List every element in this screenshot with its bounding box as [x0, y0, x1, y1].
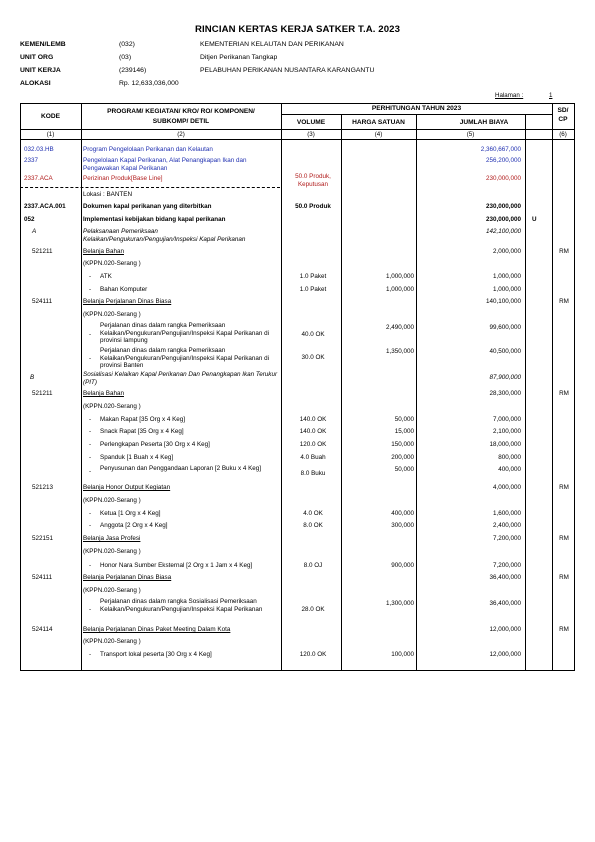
row-desc: Belanja Bahan [83, 390, 124, 397]
row-code: 2337 [24, 157, 39, 164]
col-cp: CP [558, 116, 568, 123]
row-jumlah: 2,100,000 [492, 428, 521, 435]
row-jumlah: 230,000,000 [485, 216, 521, 223]
row-desc: ATK [100, 273, 112, 280]
row-volume: 8.0 Buku [300, 470, 326, 477]
row-jumlah: 230,000,000 [485, 175, 521, 182]
row-code: 524111 [32, 298, 53, 305]
row-desc: Perjalanan dinas dalam rangka Pemeriksaan Kelaikan/Pengukuran/Pengujian/Inspeksi Kapal Perikanan di provinsi Banten [100, 347, 270, 370]
row-sd: RM [559, 535, 569, 542]
document-title: RINCIAN KERTAS KERJA SATKER T.A. 2023 [194, 24, 401, 35]
col-perhitungan: PERHITUNGAN TAHUN 2023 [371, 105, 462, 112]
row-jumlah: 2,360,667,000 [480, 146, 521, 153]
row-sd: RM [559, 248, 569, 255]
row-jumlah: 36,400,000 [489, 574, 521, 581]
row-sd: RM [559, 390, 569, 397]
row-code: 521211 [32, 390, 53, 397]
row-volume: 50.0 Produk, Keputusan [295, 173, 331, 188]
row-kppn: (KPPN.020-Serang ) [83, 403, 141, 410]
row-volume: 1.0 Paket [299, 273, 327, 280]
row-harga: 100,000 [391, 651, 414, 658]
row-jumlah: 256,200,000 [485, 157, 521, 164]
row-volume: 28.0 OK [301, 606, 325, 613]
row-desc: Spanduk [1 Buah x 4 Keg] [100, 454, 174, 461]
row-jumlah: 87,900,000 [489, 374, 521, 381]
row-volume: 4.0 OK [303, 510, 323, 517]
col-num-6: (6) [559, 131, 567, 138]
row-desc: Snack Rapat [35 Org x 4 Keg] [100, 428, 184, 435]
row-volume: 8.0 OJ [303, 562, 323, 569]
row-kppn: (KPPN.020-Serang ) [83, 638, 141, 645]
row-code: 524114 [32, 626, 53, 633]
row-desc: Dokumen kapal perikanan yang diterbitkan [83, 203, 212, 210]
row-jumlah: 140,100,000 [485, 298, 521, 305]
page-label: Halaman : [495, 92, 524, 99]
header-key: UNIT KERJA [20, 67, 61, 74]
header-key: ALOKASI [20, 80, 51, 87]
row-harga: 900,000 [391, 562, 414, 569]
row-jumlah: 800,000 [498, 454, 521, 461]
header-code: (239146) [119, 67, 147, 74]
row-kppn: (KPPN.020-Serang ) [83, 311, 141, 318]
col-num-3: (3) [307, 131, 315, 138]
row-harga: 1,300,000 [385, 600, 414, 607]
col-num-2: (2) [177, 131, 185, 138]
row-desc: Pengelolaan Kapal Perikanan, Alat Penangkapan Ikan dan Pengawakan Kapal Perikanan [83, 157, 247, 172]
row-volume: 140.0 OK [299, 416, 327, 423]
row-desc: Belanja Perjalanan Dinas Biasa [83, 574, 172, 581]
col-num-5: (5) [466, 131, 475, 138]
row-jumlah: 2,400,000 [492, 522, 521, 529]
row-desc: Transport lokal peserta [30 Org x 4 Keg] [100, 651, 212, 658]
header-code: (032) [119, 41, 135, 48]
row-jumlah: 7,200,000 [492, 562, 521, 569]
header-name: Ditjen Perikanan Tangkap [200, 54, 278, 61]
header-code: (03) [119, 54, 132, 61]
row-desc: Ketua [1 Org x 4 Keg] [100, 510, 161, 517]
row-jumlah: 12,000,000 [489, 626, 521, 633]
row-harga: 1,000,000 [385, 273, 414, 280]
header-name: PELABUHAN PERIKANAN NUSANTARA KARANGANTU [200, 67, 375, 74]
row-volume: 8.0 OK [303, 522, 323, 529]
row-desc: Implementasi kebijakan bidang kapal perikanan [83, 216, 226, 223]
row-desc: Penyusunan dan Penggandaan Laporan [2 Buku x 4 Keg] [100, 465, 262, 472]
row-jumlah: 1,000,000 [492, 286, 521, 293]
row-desc: Belanja Jasa Profesi [83, 535, 141, 542]
row-desc: Sosialisasi Kelaikan Kapal Perikanan Dan Penangkapan Ikan Terukur (PIT) [83, 371, 278, 386]
col-num-1: (1) [46, 131, 55, 138]
row-volume: 120.0 OK [299, 441, 327, 448]
col-sd: SD/ [557, 107, 569, 114]
row-code: 522151 [32, 535, 54, 542]
col-harga-satuan: HARGA SATUAN [352, 119, 405, 126]
col-jumlah-biaya: JUMLAH BIAYA [459, 119, 509, 126]
row-sd: RM [559, 298, 569, 305]
row-desc: Belanja Perjalanan Dinas Paket Meeting Dalam Kota [83, 626, 231, 633]
row-jumlah: 142,100,000 [485, 228, 521, 235]
row-sd: RM [559, 626, 569, 633]
row-jumlah: 99,600,000 [489, 324, 521, 331]
row-volume: 50.0 Produk [295, 203, 331, 210]
row-volume: 1.0 Paket [299, 286, 327, 293]
row-harga: 400,000 [391, 510, 414, 517]
row-desc: Pelaksanaan Pemeriksaan Kelaikan/Pengukuran/Pengujian/Inspeksi Kapal Perikanan [83, 228, 246, 243]
header-name: KEMENTERIAN KELAUTAN DAN PERIKANAN [200, 41, 344, 48]
row-jumlah: 230,000,000 [485, 203, 521, 210]
row-jumlah: 12,000,000 [489, 651, 521, 658]
row-jumlah: 400,000 [498, 466, 521, 473]
row-volume: 120.0 OK [299, 651, 327, 658]
col-kode: KODE [40, 113, 61, 120]
row-volume: 140.0 OK [299, 428, 327, 435]
header-code: Rp. 12,633,036,000 [119, 80, 179, 87]
row-sd: RM [559, 574, 569, 581]
row-jumlah: 7,000,000 [492, 416, 521, 423]
row-code: A [32, 228, 37, 235]
page-indicator [495, 92, 553, 99]
page-number: 1 [549, 92, 553, 99]
row-code: 052 [24, 216, 35, 223]
row-desc: Perjalanan dinas dalam rangka Sosialisasi Pemeriksaan Kelaikan/Pengukuran/Pengujian/Inspeksi Kapal Perikanan [100, 598, 263, 613]
row-u-flag: U [532, 216, 537, 223]
row-harga: 300,000 [391, 522, 414, 529]
row-jumlah: 2,000,000 [492, 248, 521, 255]
row-desc: Program Pengelolaan Perikanan dan Kelautan [83, 146, 213, 153]
row-code: 524111 [32, 574, 53, 581]
row-harga: 50,000 [394, 466, 414, 473]
row-harga: 2,490,000 [385, 324, 414, 331]
row-desc: Belanja Honor Output Kegiatan [83, 484, 171, 491]
row-desc: Perlengkapan Peserta [30 Org x 4 Keg] [100, 441, 210, 448]
col-program-sub: SUBKOMP/ DETIL [152, 118, 210, 125]
row-code: 032.03.HB [24, 146, 54, 153]
col-program: PROGRAM/ KEGIATAN/ KRO/ RO/ KOMPONEN/ [107, 108, 255, 115]
header-key: KEMEN/LEMB [20, 41, 66, 48]
col-num-4: (4) [374, 131, 383, 138]
row-jumlah: 40,500,000 [489, 348, 521, 355]
row-volume: 30.0 OK [301, 354, 325, 361]
row-desc: Belanja Perjalanan Dinas Biasa [83, 298, 172, 305]
row-jumlah: 28,300,000 [489, 390, 521, 397]
row-harga: 1,350,000 [385, 348, 414, 355]
row-jumlah: 36,400,000 [489, 600, 521, 607]
col-volume: VOLUME [296, 119, 326, 126]
row-kppn: (KPPN.020-Serang ) [83, 548, 141, 555]
budget-table [20, 103, 575, 671]
row-harga: 1,000,000 [385, 286, 414, 293]
row-code: 2337.ACA.001 [24, 203, 66, 210]
header-key: UNIT ORG [20, 54, 54, 61]
row-jumlah: 18,000,000 [489, 441, 521, 448]
row-desc: Perjalanan dinas dalam rangka Pemeriksaan Kelaikan/Pengukuran/Pengujian/Inspeksi Kapal Perikanan di provinsi lampung [100, 322, 270, 345]
row-jumlah: 1,000,000 [492, 273, 521, 280]
row-desc: Honor Nara Sumber Eksternal [2 Org x 1 Jam x 4 Keg] [100, 562, 253, 569]
row-kppn: (KPPN.020-Serang ) [83, 260, 141, 267]
row-desc: Belanja Bahan [83, 248, 124, 255]
row-volume: 4.0 Buah [300, 454, 326, 461]
row-jumlah: 4,000,000 [492, 484, 521, 491]
row-desc: Bahan Komputer [100, 286, 148, 293]
row-harga: 200,000 [391, 454, 414, 461]
row-desc: Makan Rapat [35 Org x 4 Keg] [100, 416, 186, 423]
row-kppn: (KPPN.020-Serang ) [83, 587, 141, 594]
row-sd: RM [559, 484, 569, 491]
section-divider [20, 187, 280, 188]
row-desc: Perizinan Produk[Base Line] [83, 175, 163, 182]
row-volume: 40.0 OK [301, 331, 325, 338]
row-code: 521213 [32, 484, 54, 491]
row-harga: 50,000 [394, 416, 414, 423]
row-harga: 150,000 [391, 441, 414, 448]
row-code: 521211 [32, 248, 53, 255]
row-code: B [30, 374, 35, 381]
row-jumlah: 7,200,000 [492, 535, 521, 542]
row-code: 2337.ACA [24, 175, 53, 182]
row-harga: 15,000 [394, 428, 414, 435]
row-jumlah: 1,600,000 [492, 510, 521, 517]
row-kppn: (KPPN.020-Serang ) [83, 497, 141, 504]
row-desc: Anggota [2 Org x 4 Keg] [100, 522, 168, 529]
row-lokasi: Lokasi : BANTEN [83, 191, 132, 198]
